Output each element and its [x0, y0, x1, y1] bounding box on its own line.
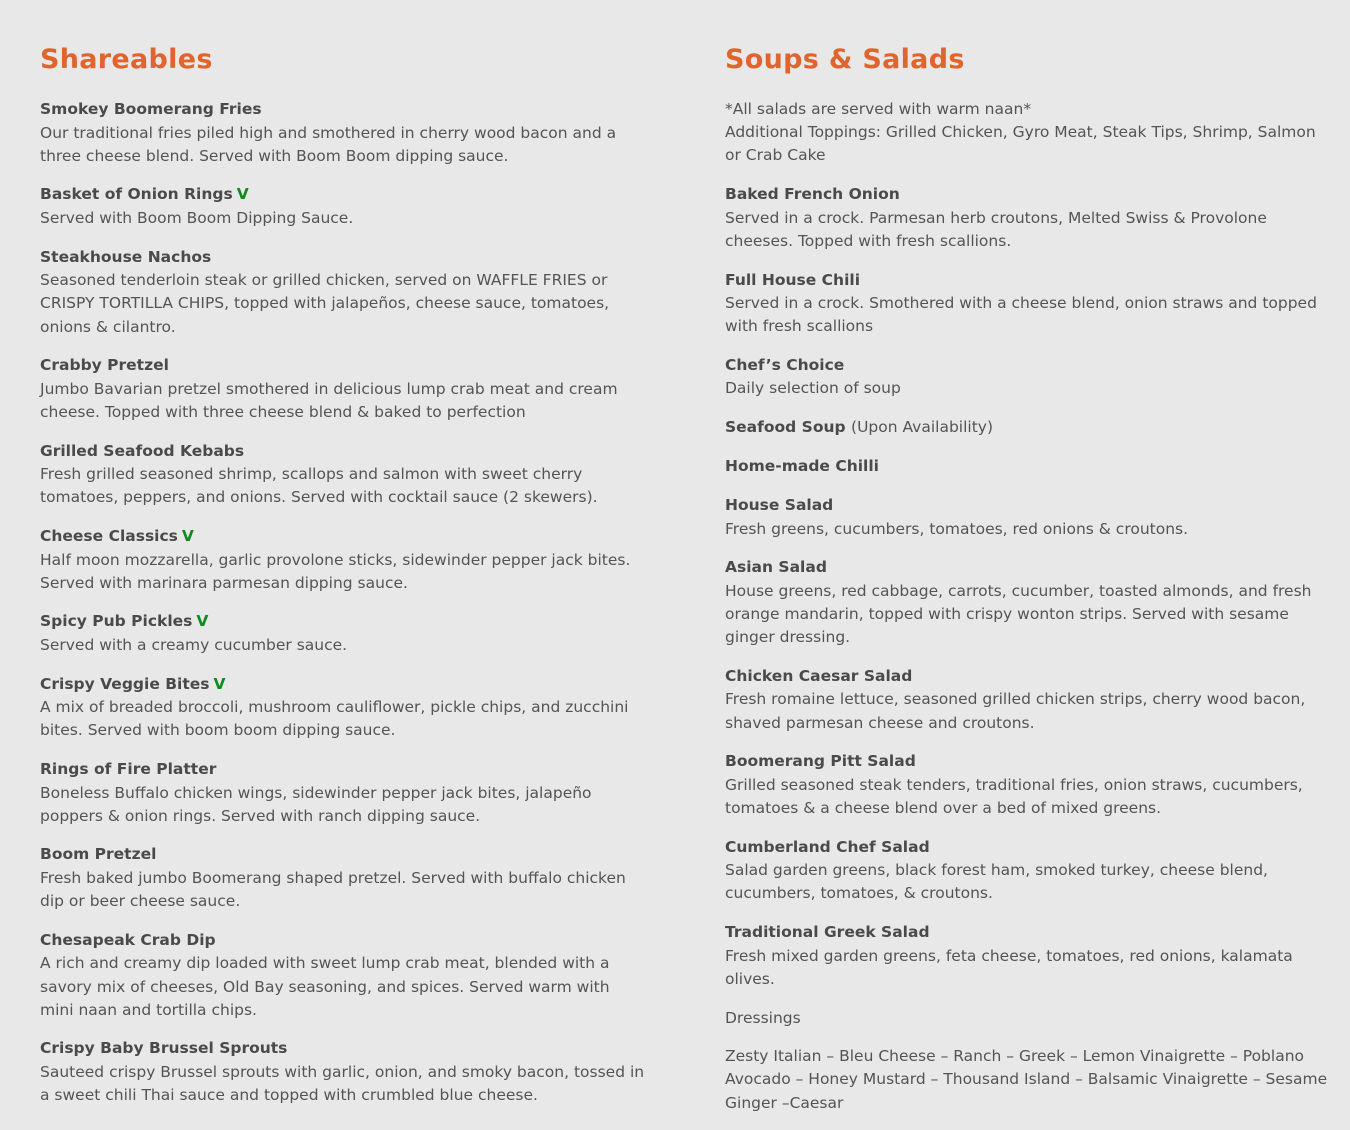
soups-salads-column — [725, 40, 1330, 1130]
menu-item — [40, 758, 645, 828]
menu-item-name: Home-made Chilli — [725, 457, 879, 476]
additional-toppings: Additional Toppings: Grilled Chicken, Gyro Meat, Steak Tips, Shrimp, Salmon or Crab Cake — [725, 123, 1316, 165]
shareables-heading: Shareables — [40, 44, 213, 75]
menu-item-title-row — [725, 416, 1330, 440]
menu-item-name: Traditional Greek Salad — [725, 923, 930, 942]
vegetarian-mark: V — [236, 185, 249, 204]
menu-item-title-row — [40, 673, 645, 697]
menu-item — [725, 416, 1330, 440]
menu-item-note: (Upon Availability) — [851, 418, 994, 437]
menu-item-title-row — [725, 494, 1330, 518]
menu-item-title-row — [725, 354, 1330, 378]
menu-item-description: Seasoned tenderloin steak or grilled chicken, served on WAFFLE FRIES or CRISPY TORTILLA CHIPS, topped with jalapeños, cheese sauce, tomatoes, onions & cilantro. — [40, 271, 610, 336]
menu-item-title-row — [40, 758, 645, 782]
vegetarian-mark: V — [196, 612, 209, 631]
menu-item-title-row — [40, 183, 645, 207]
menu-item-description: Served with a creamy cucumber sauce. — [40, 635, 348, 654]
shareables-column — [40, 40, 645, 1123]
menu-item-name: Cheese Classics — [40, 527, 178, 546]
menu-item-title-row — [40, 246, 645, 270]
menu-item — [40, 673, 645, 743]
menu-item-description: Daily selection of soup — [725, 379, 901, 398]
menu-item-title-row — [40, 929, 645, 953]
menu-item-name: House Salad — [725, 496, 834, 515]
vegetarian-mark: V — [213, 674, 226, 693]
menu-item-title-row — [725, 183, 1330, 207]
menu-item-title-row — [725, 556, 1330, 580]
menu-item — [725, 665, 1330, 735]
soups-salads-list — [725, 183, 1330, 991]
menu-item-title-row — [725, 750, 1330, 774]
menu-item-description: Sauteed crispy Brussel sprouts with garlic, onion, and smoky bacon, tossed in a sweet chili Thai sauce and topped with crumbled blue cheese. — [40, 1062, 645, 1105]
menu-item-title-row — [725, 836, 1330, 860]
menu-item — [725, 183, 1330, 253]
menu-item — [40, 929, 645, 1022]
menu-item — [725, 556, 1330, 649]
menu-item-description: House greens, red cabbage, carrots, cucumber, toasted almonds, and fresh orange mandarin, topped with crispy wonton strips. Served with sesame ginger dressing. — [725, 581, 1312, 647]
menu-item-name: Crispy Veggie Bites — [40, 674, 210, 693]
menu-item — [40, 440, 645, 510]
menu-item-title-row — [40, 98, 645, 122]
menu-item-name: Basket of Onion Rings — [40, 185, 233, 204]
menu-item — [725, 494, 1330, 541]
menu-item-description: Grilled seasoned steak tenders, traditional fries, onion straws, cucumbers, tomatoes & a cheese blend over a bed of mixed greens. — [725, 775, 1303, 818]
menu-item-name: Chef’s Choice — [725, 355, 845, 374]
menu-item — [40, 354, 645, 424]
menu-item-description: Our traditional fries piled high and smothered in cherry wood bacon and a three cheese blend. Served with Boom Boom dipping sauce. — [40, 123, 617, 165]
menu-item — [725, 269, 1330, 339]
menu-item-name: Asian Salad — [725, 558, 827, 577]
menu-item — [725, 455, 1330, 479]
menu-item-name: Crabby Pretzel — [40, 356, 169, 375]
menu-item-description: Fresh romaine lettuce, seasoned grilled chicken strips, cherry wood bacon, shaved parmesan cheese and croutons. — [725, 690, 1306, 732]
menu-item-description: Fresh mixed garden greens, feta cheese, tomatoes, red onions, kalamata olives. — [725, 946, 1293, 988]
menu-item-description: Served in a crock. Parmesan herb croutons, Melted Swiss & Provolone cheeses. Topped with fresh scallions. — [725, 208, 1267, 250]
menu-item — [725, 836, 1330, 906]
vegetarian-mark: V — [181, 527, 194, 546]
dressings-label: Dressings — [725, 1008, 801, 1027]
menu-item — [40, 843, 645, 913]
menu-item-name: Chicken Caesar Salad — [725, 666, 913, 685]
menu-item-title-row — [725, 921, 1330, 945]
menu-item — [40, 98, 645, 168]
menu-item-description: Salad garden greens, black forest ham, smoked turkey, cheese blend, cucumbers, tomatoes, & croutons. — [725, 861, 1268, 903]
menu-item-title-row — [40, 1037, 645, 1061]
menu-item-name: Cumberland Chef Salad — [725, 837, 930, 856]
menu-item-name: Seafood Soup — [725, 418, 846, 437]
menu-item — [40, 1037, 645, 1107]
menu-item-description: Fresh grilled seasoned shrimp, scallops and salmon with sweet cherry tomatoes, peppers, and onions. Served with cocktail sauce (2 skewers). — [40, 465, 598, 507]
menu-item-description: Boneless Buffalo chicken wings, sidewinder pepper jack bites, jalapeño poppers & onion rings. Served with ranch dipping sauce. — [40, 783, 592, 825]
menu-item-title-row — [40, 354, 645, 378]
menu-item-name: Boomerang Pitt Salad — [725, 752, 916, 771]
menu-item-description: Fresh greens, cucumbers, tomatoes, red onions & croutons. — [725, 519, 1189, 538]
menu-item — [40, 246, 645, 339]
menu-item-name: Rings of Fire Platter — [40, 760, 217, 779]
menu-item-description: A rich and creamy dip loaded with sweet lump crab meat, blended with a savory mix of cheeses, Old Bay seasoning, and spices. Served warm with mini naan and tortilla chips. — [40, 954, 610, 1019]
menu-item-title-row — [725, 665, 1330, 689]
menu-item — [40, 183, 645, 230]
menu-item-title-row — [40, 525, 645, 549]
menu-item-name: Spicy Pub Pickles — [40, 612, 193, 631]
soups-salads-heading: Soups & Salads — [725, 44, 965, 75]
shareables-list — [40, 98, 645, 1107]
menu-item-title-row — [40, 843, 645, 867]
naan-note: *All salads are served with warm naan* — [725, 100, 1032, 118]
salads-intro — [725, 98, 1330, 168]
menu-item-description: Half moon mozzarella, garlic provolone sticks, sidewinder pepper jack bites. Served with marinara parmesan dipping sauce. — [40, 550, 631, 592]
menu-item — [725, 750, 1330, 820]
menu-item-title-row — [725, 269, 1330, 293]
menu-item — [40, 610, 645, 657]
menu-item-title-row — [40, 610, 645, 634]
menu-item-name: Full House Chili — [725, 270, 861, 289]
menu-item — [40, 525, 645, 595]
menu-item-description: Served in a crock. Smothered with a cheese blend, onion straws and topped with fresh scallions — [725, 294, 1317, 336]
menu-item-description: A mix of breaded broccoli, mushroom cauliflower, pickle chips, and zucchini bites. Served with boom boom dipping sauce. — [40, 698, 629, 740]
menu-item-name: Crispy Baby Brussel Sprouts — [40, 1039, 288, 1058]
menu-item-name: Grilled Seafood Kebabs — [40, 441, 245, 460]
dressings-list: Zesty Italian – Bleu Cheese – Ranch – Greek – Lemon Vinaigrette – Poblano Avocado – Honey Mustard – Thousand Island – Balsamic Vinaigrette – Sesame Ginger –Caesar — [725, 1047, 1328, 1112]
menu-item-name: Baked French Onion — [725, 185, 900, 204]
menu-item-title-row — [725, 455, 1330, 479]
menu-item-name: Chesapeak Crab Dip — [40, 930, 216, 949]
menu-item-name: Boom Pretzel — [40, 845, 157, 864]
menu-item-description: Served with Boom Boom Dipping Sauce. — [40, 208, 354, 227]
menu-item — [725, 354, 1330, 401]
menu-item-title-row — [40, 440, 645, 464]
menu-item-name: Steakhouse Nachos — [40, 247, 212, 266]
menu-item — [725, 921, 1330, 991]
menu-item-description: Fresh baked jumbo Boomerang shaped pretzel. Served with buffalo chicken dip or beer cheese sauce. — [40, 868, 626, 911]
menu-item-name: Smokey Boomerang Fries — [40, 100, 262, 118]
menu-item-description: Jumbo Bavarian pretzel smothered in delicious lump crab meat and cream cheese. Topped with three cheese blend & baked to perfection — [40, 379, 618, 421]
